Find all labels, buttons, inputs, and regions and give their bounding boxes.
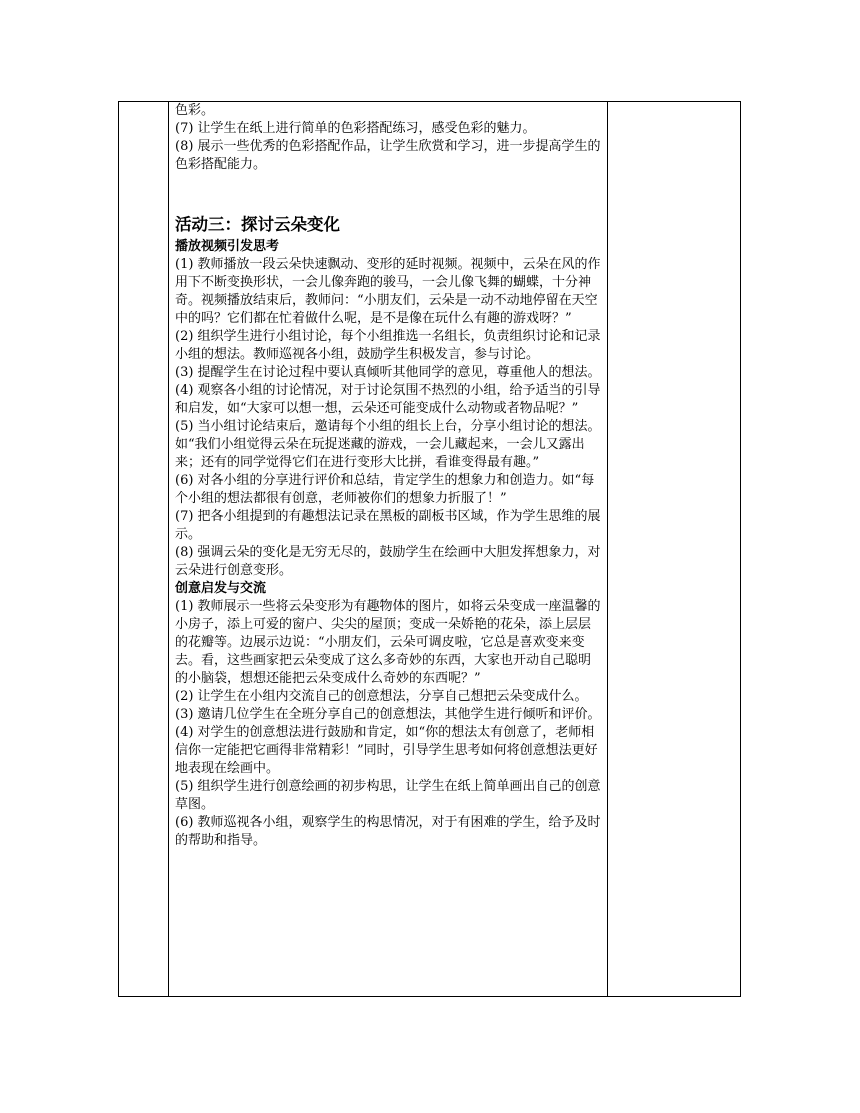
paragraph: 色彩。 bbox=[175, 103, 215, 118]
paragraph: (7) 把各小组提到的有趣想法记录在黑板的副板书区域，作为学生思维的展示。 bbox=[175, 509, 601, 542]
paragraph: (5) 当小组讨论结束后，邀请每个小组的组长上台，分享小组讨论的想法。如“我们小组觉得云朵在玩捉迷藏的游戏，一会儿藏起来，一会儿又露出来；还有的同学觉得它们在进行变形大比拼，看谁变得最有趣。” bbox=[175, 419, 601, 470]
paragraph: (8) 强调云朵的变化是无穷无尽的，鼓励学生在绘画中大胆发挥想象力，对云朵进行创意变形。 bbox=[175, 545, 601, 578]
paragraph: (4) 对学生的创意想法进行鼓励和肯定，如“你的想法太有创意了，老师相信你一定能把它画得非常精彩！”同时，引导学生思考如何将创意想法更好地表现在绘画中。 bbox=[175, 725, 598, 776]
paragraph: (3) 邀请几位学生在全班分享自己的创意想法，其他学生进行倾听和评价。 bbox=[175, 707, 601, 722]
section-title: 活动三：探讨云朵变化 bbox=[175, 215, 340, 234]
paragraph: (6) 教师巡视各小组，观察学生的构思情况，对于有困难的学生，给予及时的帮助和指导。 bbox=[175, 815, 601, 848]
paragraph: (5) 组织学生进行创意绘画的初步构思，让学生在纸上简单画出自己的创意草图。 bbox=[175, 779, 601, 812]
paragraph: (2) 让学生在小组内交流自己的创意想法，分享自己想把云朵变成什么。 bbox=[175, 689, 588, 704]
column-divider-right bbox=[607, 102, 608, 996]
paragraph: (4) 观察各小组的讨论情况，对于讨论氛围不热烈的小组，给予适当的引导和启发，如“大家可以想一想，云朵还可能变成什么动物或者物品呢？” bbox=[175, 383, 601, 416]
paragraph: (6) 对各小组的分享进行评价和总结，肯定学生的想象力和创造力。如“每个小组的想法都很有创意，老师被你们的想象力折服了！” bbox=[175, 473, 595, 506]
subsection-heading: 创意启发与交流 bbox=[175, 581, 267, 596]
paragraph: (1) 教师播放一段云朵快速飘动、变形的延时视频。视频中，云朵在风的作用下不断变换形状，一会儿像奔跑的骏马，一会儿像飞舞的蝴蝶，十分神奇。视频播放结束后，教师问：“小朋友们，云朵是一动不动地停留在天空中的吗？它们都在忙着做什么呢，是不是像在玩什么有趣的游戏呀？” bbox=[175, 257, 601, 326]
lesson-plan-table bbox=[118, 101, 741, 997]
paragraph: (7) 让学生在纸上进行简单的色彩搭配练习，感受色彩的魅力。 bbox=[175, 121, 536, 136]
paragraph: (1) 教师展示一些将云朵变形为有趣物体的图片，如将云朵变成一座温馨的小房子，添上可爱的窗户、尖尖的屋顶；变成一朵娇艳的花朵，添上层层的花瓣等。边展示边说：“小朋友们，云朵可调皮啦，它总是喜欢变来变去。看，这些画家把云朵变成了这么多奇妙的东西，大家也开动自己聪明的小脑袋，想想还能把云朵变成什么奇妙的东西呢？” bbox=[175, 599, 601, 686]
paragraph: (3) 提醒学生在讨论过程中要认真倾听其他同学的意见，尊重他人的想法。 bbox=[175, 365, 601, 380]
subsection-heading: 播放视频引发思考 bbox=[175, 239, 280, 254]
paragraph: (8) 展示一些优秀的色彩搭配作品，让学生欣赏和学习，进一步提高学生的色彩搭配能力。 bbox=[175, 139, 601, 172]
column-divider-left bbox=[168, 102, 169, 996]
content-cell bbox=[175, 102, 603, 850]
paragraph: (2) 组织学生进行小组讨论，每个小组推选一名组长，负责组织讨论和记录小组的想法。教师巡视各小组，鼓励学生积极发言，参与讨论。 bbox=[175, 329, 601, 362]
